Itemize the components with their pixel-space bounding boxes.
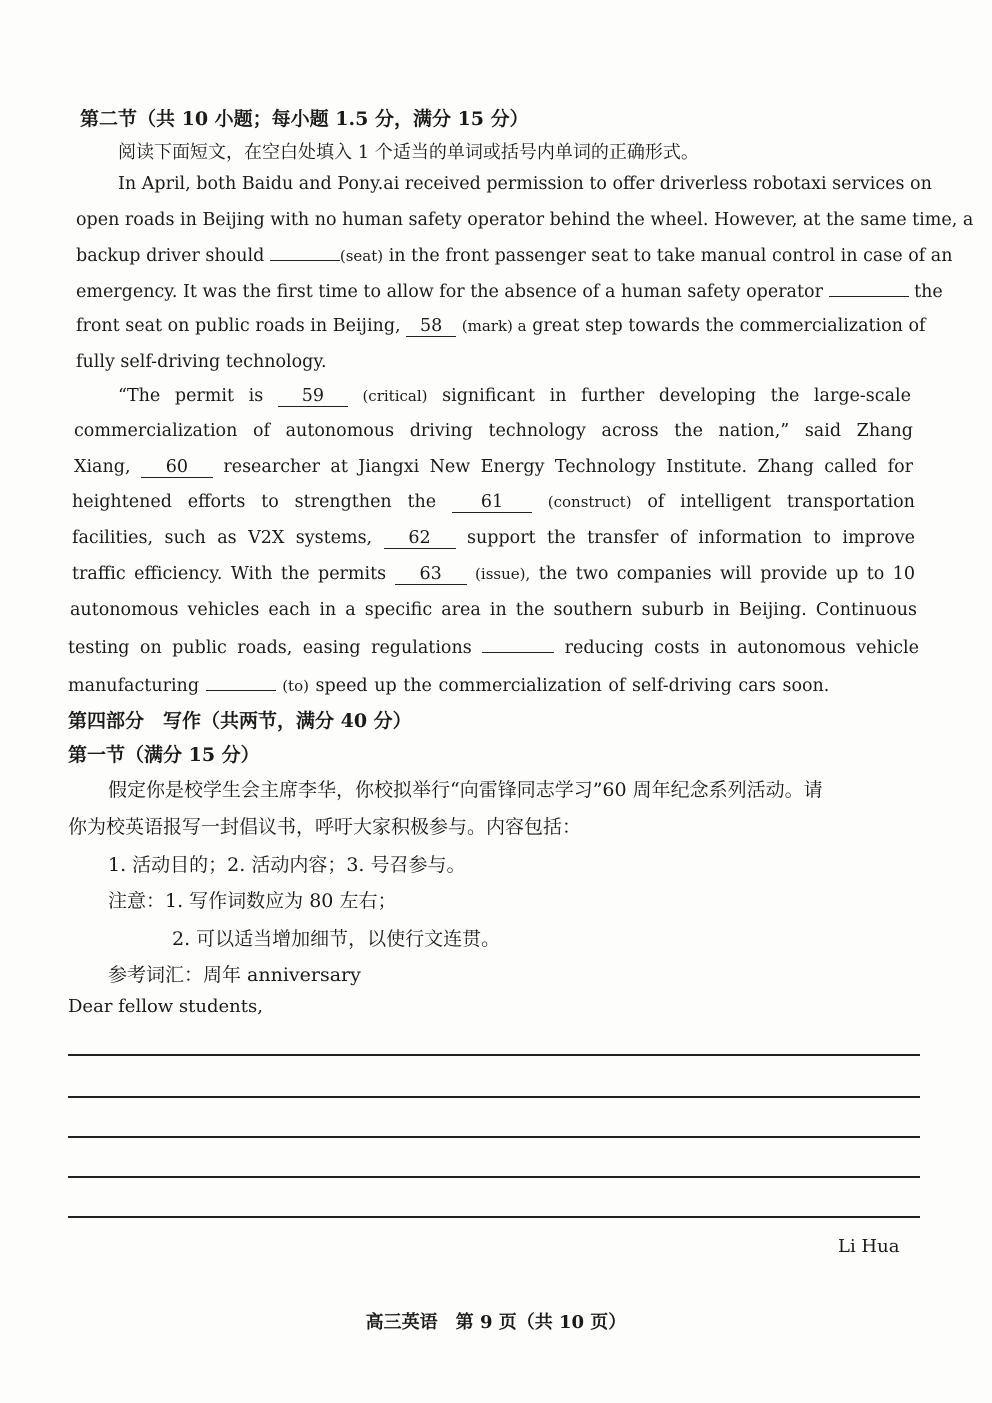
note-item: 2. 可以适当增加细节，以使行文连贯。 [172,928,501,950]
blank-hint: (critical) [362,387,428,405]
answer-blank-60[interactable]: 60 [141,458,213,478]
passage-line [68,638,919,658]
answer-blank-58[interactable]: 58 [406,317,456,337]
passage-text: the two companies will provide up to 10 [538,564,915,584]
passage-text: support the transfer of information to improve [467,528,915,548]
passage-line [72,492,915,513]
note [108,886,396,913]
letter-greeting: Dear fellow students, [68,996,263,1017]
writing-line[interactable] [68,1136,920,1138]
answer-blank-56[interactable] [270,260,340,261]
part4-title: 第四部分 写作（共两节，满分 40 分） [68,710,412,732]
passage-line [68,676,829,696]
passage-line [76,316,926,337]
passage-line: autonomous vehicles each in a specific area in the southern suburb in Beijing. Continuous [70,600,917,620]
answer-blank-65[interactable] [206,690,276,691]
blank-hint: (mark) a [461,317,527,335]
passage-line: In April, both Baidu and Pony.ai received permission to offer driverless robotaxi services on [118,174,932,194]
blank-hint: (to) [282,677,309,695]
section-title: 第二节（共 10 小题；每小题 1.5 分，满分 15 分） [80,108,529,130]
passage-text: in the front passenger seat to take manual control in case of an [388,246,953,266]
passage-text: great step towards the commercialization of [532,316,926,336]
passage-text: traffic efficiency. With the permits [72,564,387,584]
passage-line [74,457,913,478]
passage-text: manufacturing [68,676,200,696]
passage-text: heightened efforts to strengthen the [72,492,437,512]
writing-prompt: 假定你是校学生会主席李华，你校拟举行“向雷锋同志学习”60 周年纪念系列活动。请 [108,779,823,801]
blank-hint: (seat) [339,247,384,265]
passage-text: emergency. It was the first time to allow for the absence of a human safety operator [76,282,823,302]
page-footer: 高三英语 第 9 页（共 10 页） [365,1312,627,1333]
writing-line[interactable] [68,1054,920,1056]
passage-text: “The permit is [118,386,264,406]
passage-text: front seat on public roads in Beijing, [76,316,401,336]
writing-prompt: 你为校英语报写一封倡议书，呼吁大家积极参与。内容包括： [68,816,582,838]
signature: Li Hua [838,1236,900,1257]
passage-text: significant in further developing the large-scale [442,386,911,406]
passage-text: speed up the commercialization of self-driving cars soon. [315,676,830,696]
passage-line [72,564,915,585]
passage-text: reducing costs in autonomous vehicle [564,638,919,658]
content-points: 1. 活动目的；2. 活动内容；3. 号召参与。 [108,854,466,876]
writing-section-title: 第一节（满分 15 分） [68,744,260,766]
passage-line [72,528,915,549]
passage-text: researcher at Jiangxi New Energy Technology Institute. Zhang called for [223,457,913,477]
answer-blank-62[interactable]: 62 [384,529,456,549]
passage-line [118,386,911,407]
writing-line[interactable] [68,1176,920,1178]
passage-text: backup driver should [76,246,265,266]
blank-hint: (construct) [547,493,632,511]
passage-text: facilities, such as V2X systems, [72,528,373,548]
answer-blank-63[interactable]: 63 [395,565,467,585]
answer-blank-64[interactable] [482,652,554,653]
passage-line: open roads in Beijing with no human safety operator behind the wheel. However, at the same time, a [76,210,974,230]
reference-vocab: 参考词汇：周年 anniversary [108,964,361,986]
passage-text: testing on public roads, easing regulations [68,638,472,658]
writing-line[interactable] [68,1096,920,1098]
section-instruction: 阅读下面短文，在空白处填入 1 个适当的单词或括号内单词的正确形式。 [118,142,699,163]
passage-text: Xiang, [74,457,131,477]
passage-text: of intelligent transportation [647,492,915,512]
answer-blank-61[interactable]: 61 [452,493,532,513]
blank-hint: (issue), [475,565,531,583]
passage-line: commercialization of autonomous driving technology across the nation,” said Zhang [74,421,913,441]
passage-line [76,282,943,302]
passage-line [76,246,953,266]
writing-line[interactable] [68,1216,920,1218]
note-label: 注意： [108,890,166,912]
note-item: 1. 写作词数应为 80 左右； [165,890,397,912]
answer-blank-57[interactable] [829,296,909,297]
passage-text: the [914,282,943,302]
answer-blank-59[interactable]: 59 [278,387,348,407]
passage-line: fully self-driving technology. [76,352,327,372]
